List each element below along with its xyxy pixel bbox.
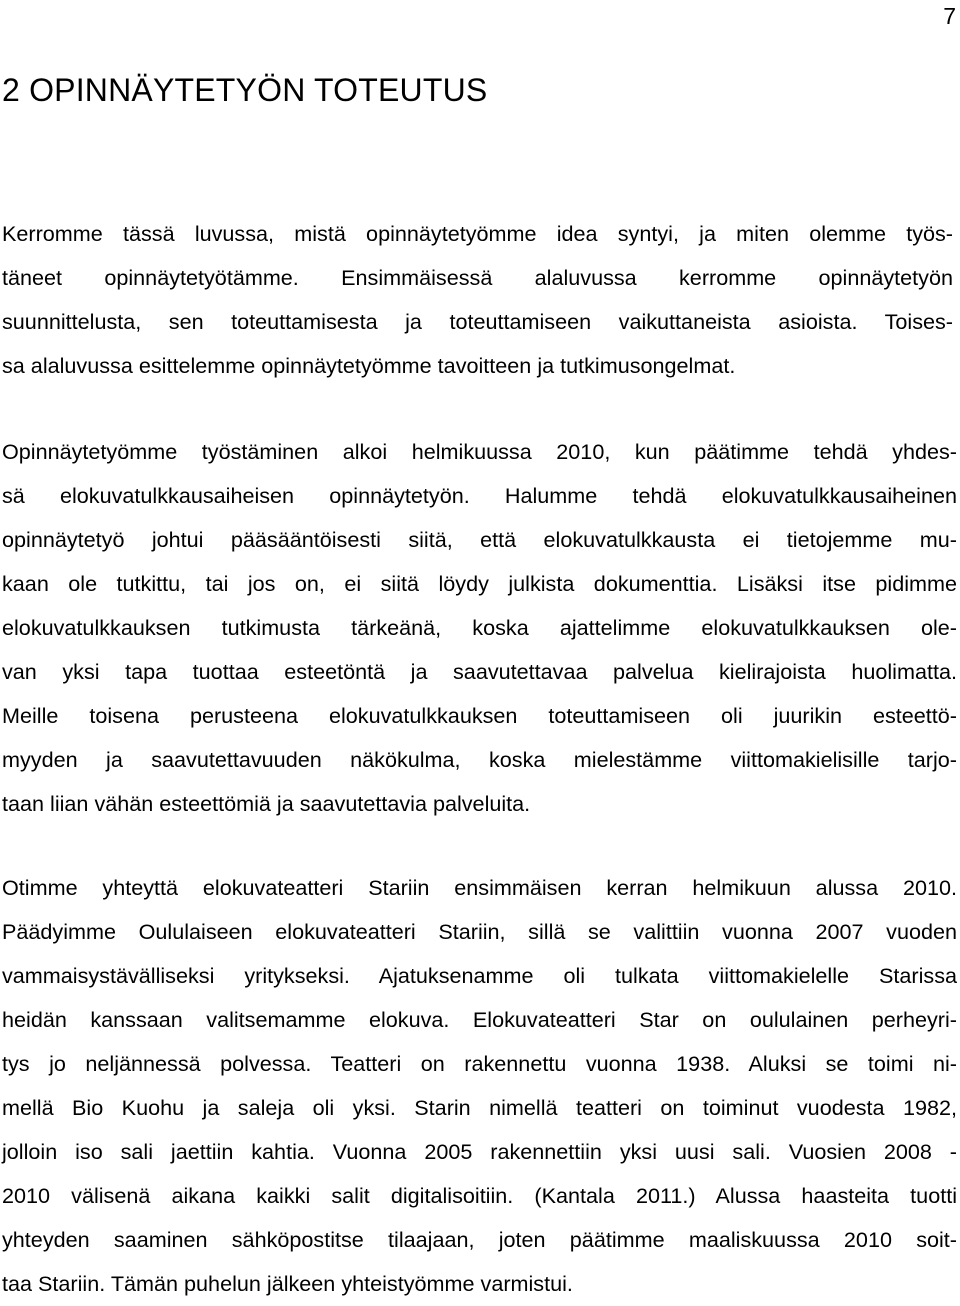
paragraph-line: Otimme yhteyttä elokuvateatteri Stariin ensimmäisen kerran helmikuun alussa 2010. <box>2 875 957 900</box>
paragraph-line: Päädyimme Oululaiseen elokuvateatteri Stariin, sillä se valittiin vuonna 2007 vuoden <box>2 919 957 944</box>
paragraph-line: taan liian vähän esteettömiä ja saavutettavia palveluita. <box>2 791 531 816</box>
paragraph-line: suunnittelusta, sen toteuttamisesta ja toteuttamiseen vaikuttaneista asioista. Toises- <box>2 309 953 334</box>
paragraph-line: sä elokuvatulkkausaiheisen opinnäytetyön. Halumme tehdä elokuvatulkkausaiheinen <box>2 483 957 508</box>
paragraph-line: Kerromme tässä luvussa, mistä opinnäytetyömme idea syntyi, ja miten olemme työs- <box>2 221 953 246</box>
paragraph-work-start <box>2 430 957 826</box>
paragraph-line: opinnäytetyö johtui pääsääntöisesti siitä, että elokuvatulkkausta ei tietojemme mu- <box>2 527 957 552</box>
paragraph-intro <box>2 212 953 388</box>
paragraph-line: sa alaluvussa esittelemme opinnäytetyömme tavoitteen ja tutkimusongelmat. <box>2 353 736 378</box>
paragraph-line: myyden ja saavutettavuuden näkökulma, koska mielestämme viittomakielisille tarjo- <box>2 747 957 772</box>
paragraph-line: van yksi tapa tuottaa esteetöntä ja saavutettavaa palvelua kielirajoista huolimatta. <box>2 659 957 684</box>
paragraph-line: mellä Bio Kuohu ja saleja oli yksi. Starin nimellä teatteri on toiminut vuodesta 1982, <box>2 1095 957 1120</box>
paragraph-line: heidän kanssaan valitsemamme elokuva. Elokuvateatteri Star on oululainen perheyri- <box>2 1007 957 1032</box>
paragraph-line: tys jo neljännessä polvessa. Teatteri on rakennettu vuonna 1938. Aluksi se toimi ni- <box>2 1051 957 1076</box>
paragraph-line: kaan ole tutkittu, tai jos on, ei siitä löydy julkista dokumenttia. Lisäksi itse pidimme <box>2 571 957 596</box>
paragraph-line: täneet opinnäytetyötämme. Ensimmäisessä alaluvussa kerromme opinnäytetyön <box>2 265 953 290</box>
page-number: 7 <box>943 3 956 29</box>
paragraph-line: taa Stariin. Tämän puhelun jälkeen yhteistyömme varmistui. <box>2 1271 573 1296</box>
paragraph-line: yhteyden saaminen sähköpostitse tilaajaan, joten päätimme maaliskuussa 2010 soit- <box>2 1227 957 1252</box>
paragraph-line: elokuvatulkkauksen tutkimusta tärkeänä, koska ajattelimme elokuvatulkkauksen ole- <box>2 615 957 640</box>
chapter-heading: 2 OPINNÄYTETYÖN TOTEUTUS <box>2 72 488 108</box>
paragraph-line: jolloin iso sali jaettiin kahtia. Vuonna 2005 rakennettiin yksi uusi sali. Vuosien 2008 - <box>2 1139 957 1164</box>
paragraph-line: vammaisystävälliseksi yritykseksi. Ajatuksenamme oli tulkata viittomakielelle Starissa <box>2 963 957 988</box>
paragraph-star-theater <box>2 866 957 1306</box>
paragraph-line: 2010 välisenä aikana kaikki salit digitalisoitiin. (Kantala 2011.) Alussa haasteita tuotti <box>2 1183 957 1208</box>
paragraph-line: Meille toisena perusteena elokuvatulkkauksen toteuttamiseen oli juurikin esteettö- <box>2 703 957 728</box>
paragraph-line: Opinnäytetyömme työstäminen alkoi helmikuussa 2010, kun päätimme tehdä yhdes- <box>2 439 957 464</box>
